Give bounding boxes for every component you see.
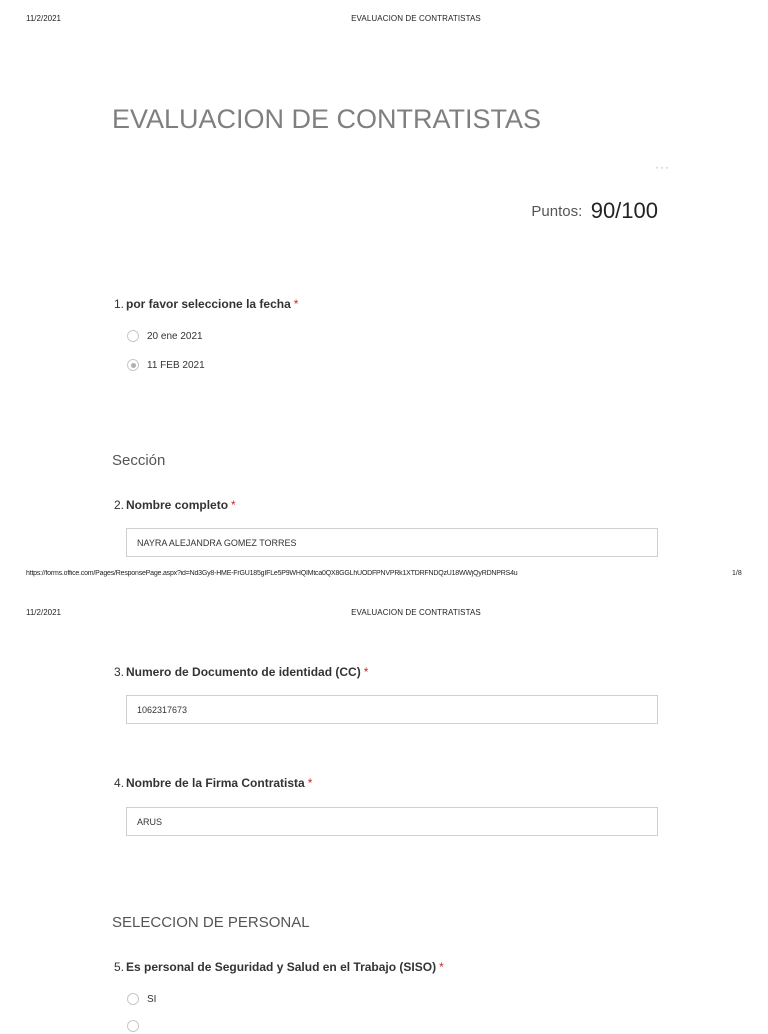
question-number: 1.	[114, 297, 125, 311]
option-20-ene-2021[interactable]	[127, 328, 203, 344]
question-number: 3.	[114, 665, 125, 679]
score	[531, 198, 658, 224]
question-text: Nombre de la Firma Contratista	[126, 776, 305, 790]
option-no[interactable]	[127, 1018, 147, 1034]
print-date: 11/2/2021	[26, 608, 61, 617]
answer-field-nombre[interactable]: NAYRA ALEJANDRA GOMEZ TORRES	[126, 528, 658, 557]
print-url: https://forms.office.com/Pages/ResponsePage.aspx?id=Nd3Gy8-HME-FrGU185gIFLe5P9WHQIMtca0QX8GGLhUODFPNVPRk1XTDRFNDQzU18WWjQyRDNPRS4u	[26, 570, 518, 577]
question-text: por favor seleccione la fecha	[126, 297, 291, 311]
question-1	[114, 297, 298, 311]
question-2	[114, 498, 236, 512]
question-text: Nombre completo	[126, 498, 229, 512]
section-title: Sección	[112, 452, 166, 469]
form-title: EVALUACION DE CONTRATISTAS	[112, 104, 542, 134]
question-number: 5.	[114, 960, 125, 974]
option-label: 11 FEB 2021	[147, 359, 205, 371]
question-text: Numero de Documento de identidad (CC)	[126, 665, 361, 679]
radio-icon[interactable]	[127, 993, 139, 1005]
required-mark: *	[439, 960, 444, 974]
radio-icon[interactable]	[127, 1020, 139, 1032]
section-title: SELECCION DE PERSONAL	[112, 914, 310, 931]
question-3	[114, 665, 368, 679]
required-mark: *	[307, 776, 313, 790]
print-date: 11/2/2021	[26, 14, 61, 23]
question-4	[114, 776, 312, 790]
question-text: Es personal de Seguridad y Salud en el Trabajo (SISO)	[126, 960, 437, 974]
question-number: 2.	[114, 498, 125, 512]
page-number: 1/8	[732, 570, 742, 577]
question-5	[114, 960, 444, 974]
score-label: Puntos:	[531, 203, 583, 220]
more-options-icon[interactable]: ···	[655, 160, 670, 174]
radio-selected-icon[interactable]	[127, 359, 139, 371]
required-mark: *	[363, 665, 369, 679]
option-si[interactable]	[127, 991, 156, 1007]
required-mark: *	[293, 297, 299, 311]
option-label: SI	[147, 993, 157, 1005]
print-footer	[0, 570, 768, 582]
print-title: EVALUACION DE CONTRATISTAS	[351, 14, 481, 23]
score-value: 90/100	[590, 198, 658, 223]
required-mark: *	[231, 498, 236, 512]
print-header	[0, 14, 768, 28]
answer-field-documento[interactable]: 1062317673	[126, 695, 658, 724]
radio-icon[interactable]	[127, 330, 139, 342]
print-header	[0, 608, 768, 622]
print-title: EVALUACION DE CONTRATISTAS	[351, 608, 481, 617]
option-label: 20 ene 2021	[147, 330, 203, 342]
answer-field-firma[interactable]: ARUS	[126, 807, 658, 836]
question-number: 4.	[114, 776, 125, 790]
option-11-feb-2021[interactable]	[127, 357, 205, 373]
